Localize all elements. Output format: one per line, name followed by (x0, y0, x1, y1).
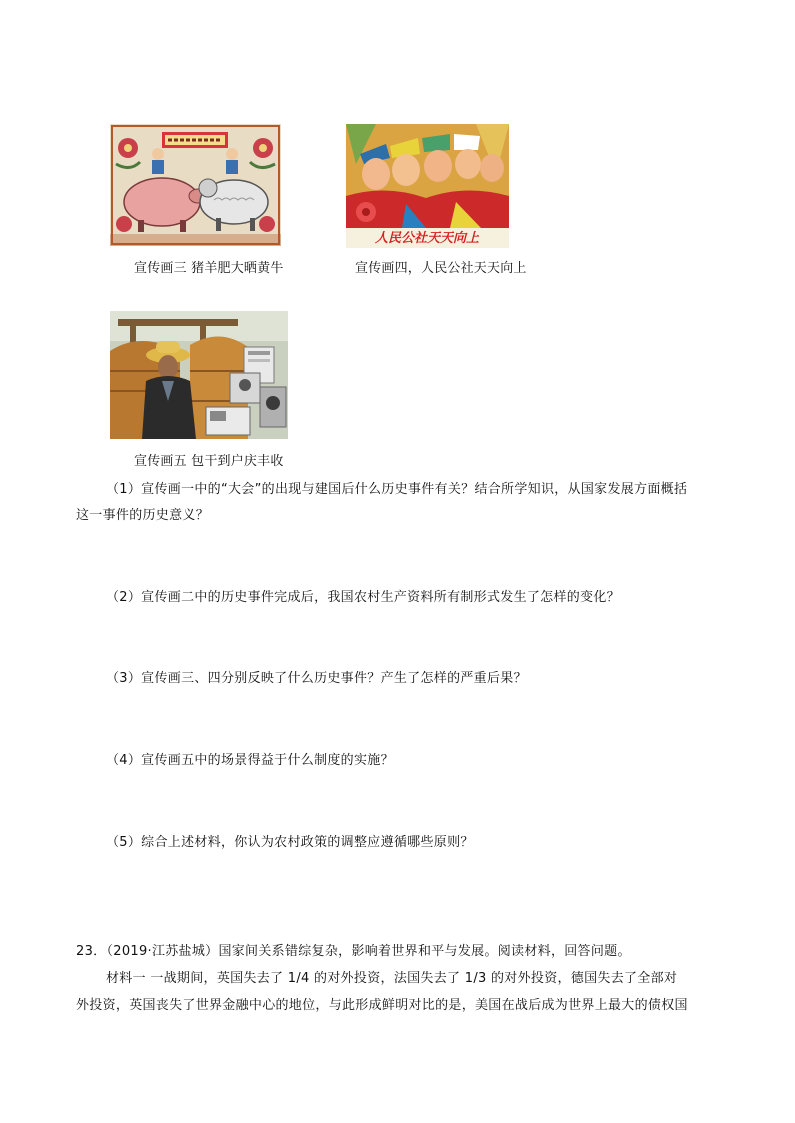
poster-3-illustration (110, 124, 281, 246)
poster-5-image (110, 311, 288, 439)
poster-5-illustration (110, 311, 288, 439)
item-23-material-1-line-2: 外投资，英国丧失了世界金融中心的地位，与此形成鲜明对比的是，美国在战后成为世界上最大的债权国 (76, 998, 688, 1013)
question-1-line-1: （1）宣传画一中的“大会”的出现与建国后什么历史事件有关？结合所学知识，从国家发展方面概括 (106, 482, 688, 497)
poster-4-slogan: 人民公社天天向上 (374, 231, 480, 246)
question-3: （3）宣传画三、四分别反映了什么历史事件？产生了怎样的严重后果？ (106, 671, 527, 686)
poster-5-caption: 宣传画五 包干到户庆丰收 (134, 454, 284, 469)
poster-4-caption: 宣传画四，人民公社天天向上 (355, 261, 527, 276)
item-23-material-1-line-1: 材料一 一战期间，英国失去了 1/4 的对外投资，法国失去了 1/3 的对外投资，德国失去了全部对 (106, 971, 678, 986)
item-23-header: 23．（2019·江苏盐城）国家间关系错综复杂，影响着世界和平与发展。阅读材料，回答问题。 (76, 944, 631, 959)
poster-3-image (110, 124, 281, 246)
question-2: （2）宣传画二中的历史事件完成后，我国农村生产资料所有制形式发生了怎样的变化？ (106, 590, 620, 605)
question-5: （5）综合上述材料，你认为农村政策的调整应遵循哪些原则？ (106, 835, 474, 850)
question-4: （4）宣传画五中的场景得益于什么制度的实施？ (106, 753, 394, 768)
poster-4-image (346, 124, 509, 248)
poster-4-illustration (346, 124, 509, 248)
poster-3-caption: 宣传画三 猪羊肥大晒黄牛 (134, 261, 284, 276)
question-1-line-2: 这一事件的历史意义？ (76, 508, 210, 523)
